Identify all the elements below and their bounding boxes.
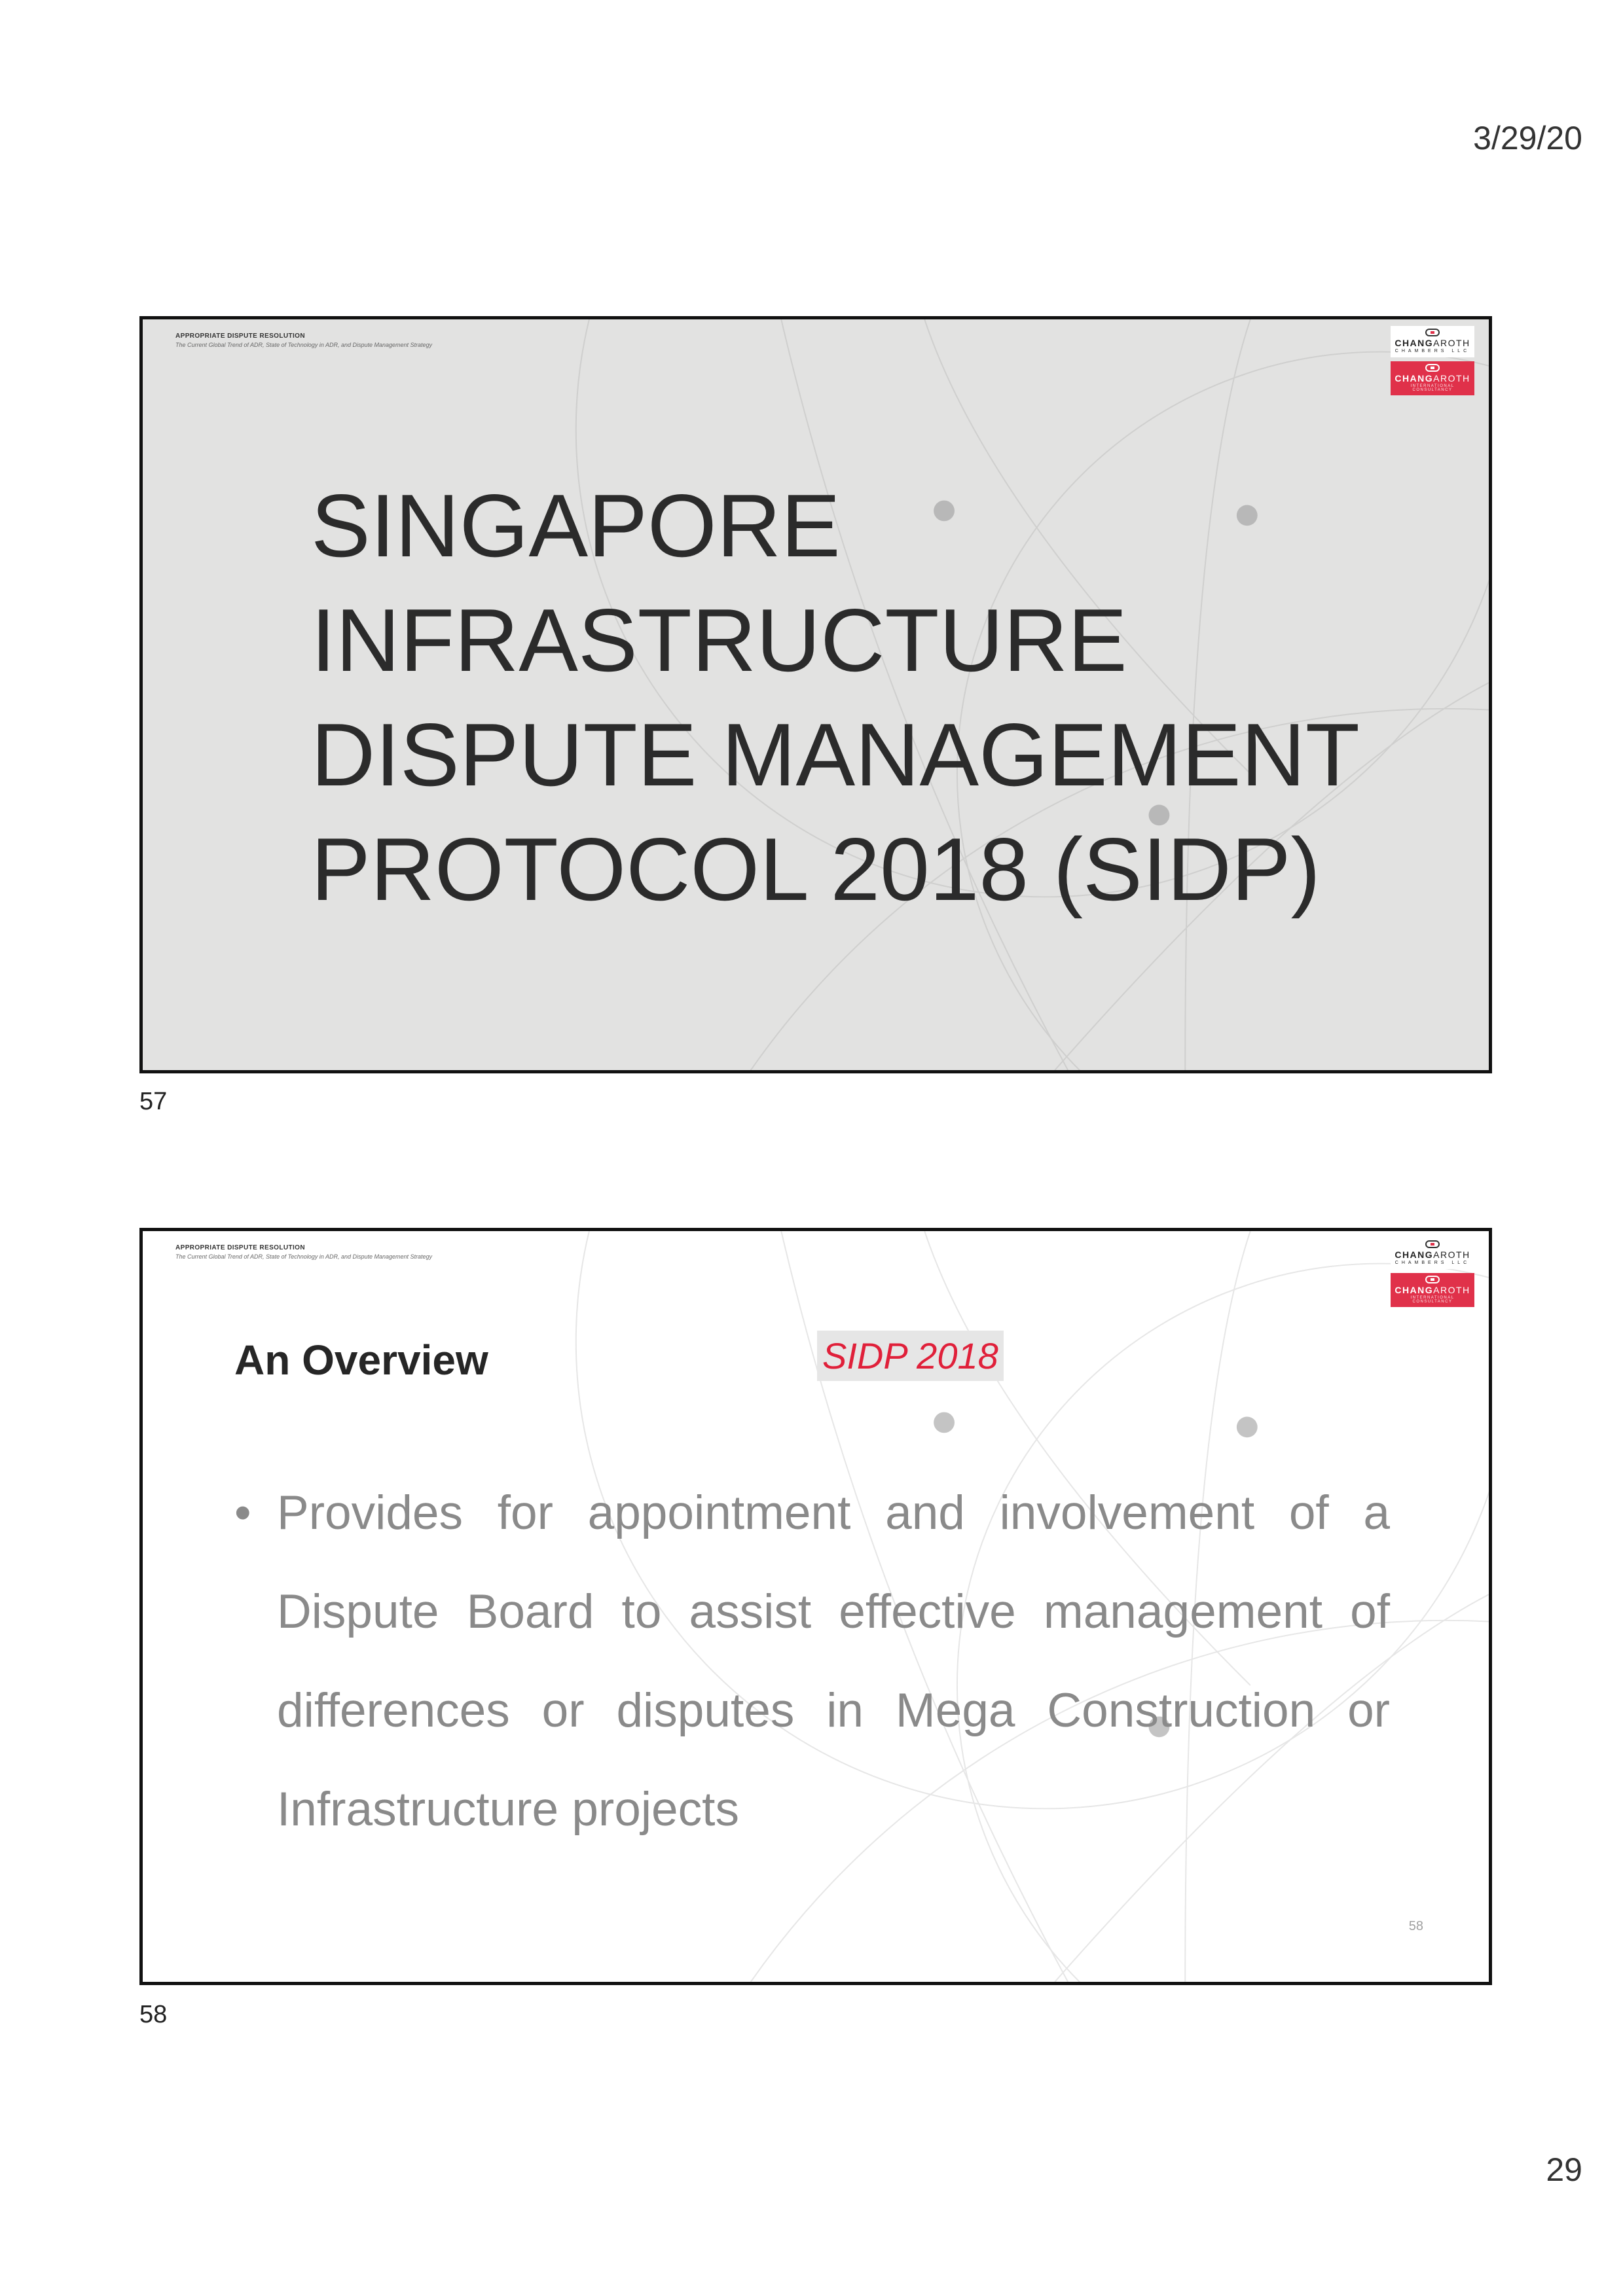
- logo-name: CHANGAROTH: [1395, 373, 1470, 384]
- company-logo: [1391, 326, 1474, 395]
- header-subtitle: The Current Global Trend of ADR, State of Technology in ADR, and Dispute Management Strategy: [175, 342, 433, 348]
- company-logo: [1391, 1238, 1474, 1307]
- title-line: INFRASTRUCTURE: [311, 590, 1127, 690]
- slide-header: [175, 1244, 432, 1260]
- bullet-item: [234, 1463, 1390, 1859]
- header-title: APPROPRIATE DISPUTE RESOLUTION: [175, 332, 305, 340]
- title-line: SINGAPORE: [311, 476, 841, 575]
- slide-title: [311, 469, 1391, 927]
- logo-mark-icon: [1425, 1240, 1440, 1248]
- logo-mark-icon: [1425, 329, 1440, 336]
- title-line: DISPUTE MANAGEMENT: [311, 705, 1360, 804]
- logo-chambers: [1391, 1238, 1474, 1269]
- slide-57: [139, 316, 1492, 1073]
- slide-heading: An Overview: [234, 1336, 488, 1384]
- logo-chambers: [1391, 326, 1474, 357]
- slide-number-label: 57: [139, 1088, 168, 1115]
- sidp-badge: SIDP 2018: [817, 1331, 1004, 1381]
- page-number: 29: [1546, 2151, 1582, 2188]
- header-subtitle: The Current Global Trend of ADR, State of Technology in ADR, and Dispute Management Strategy: [175, 1253, 433, 1260]
- bullet-text: Provides for appointment and involvement of a Dispute Board to assist effective management of differences or disputes in Mega Construction or Infrastructure projects: [277, 1486, 1390, 1836]
- logo-subtitle: CHAMBERS LLC: [1395, 1261, 1470, 1265]
- logo-name: CHANGAROTH: [1395, 1249, 1470, 1260]
- slide-footer-number: 58: [1408, 1919, 1423, 1933]
- logo-subtitle: CHAMBERS LLC: [1395, 349, 1470, 353]
- logo-mark-icon: [1425, 364, 1440, 372]
- logo-mark-icon: [1425, 1276, 1440, 1283]
- logo-name: CHANGAROTH: [1395, 1285, 1470, 1295]
- logo-consultancy: [1391, 1273, 1474, 1307]
- page-date: 3/29/20: [1473, 120, 1582, 156]
- bullet-icon: •: [234, 1486, 251, 1539]
- logo-consultancy: [1391, 361, 1474, 395]
- slide-number-label: 58: [139, 2001, 168, 2028]
- header-title: APPROPRIATE DISPUTE RESOLUTION: [175, 1244, 305, 1251]
- title-line: PROTOCOL 2018 (SIDP): [311, 819, 1321, 919]
- logo-subtitle: INTERNATIONAL CONSULTANCY: [1410, 384, 1455, 392]
- logo-name: CHANGAROTH: [1395, 338, 1470, 348]
- logo-subtitle: INTERNATIONAL CONSULTANCY: [1410, 1296, 1455, 1304]
- slide-58: [139, 1228, 1492, 1985]
- slide-header: [175, 332, 432, 348]
